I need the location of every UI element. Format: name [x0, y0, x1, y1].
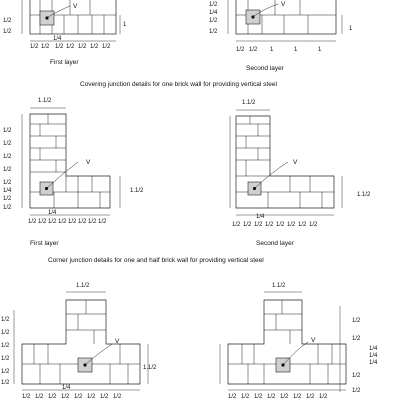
dim-label: 1/2	[3, 141, 12, 147]
dim-label: 1/2	[3, 167, 12, 173]
dim-label: 1/2	[1, 356, 10, 362]
t-junction-left-diagram	[1, 283, 157, 400]
dim-label: 1/2	[66, 44, 75, 50]
dim-label: 1/2	[276, 222, 285, 228]
dim-label: 1/2	[1, 317, 10, 323]
dim-label: 1/2	[209, 29, 218, 35]
dim-label: 1/2	[254, 394, 263, 400]
dim-label: 1/2	[48, 219, 57, 225]
dim-label: 1.1/2	[242, 100, 256, 106]
dim-label: 1/2	[100, 394, 109, 400]
dim-label: 1/2	[58, 219, 67, 225]
dim-label: 1.1/2	[76, 283, 90, 289]
covering-first-layer-diagram	[3, 0, 127, 66]
dim-label: 1/2	[352, 388, 361, 394]
dim-label: 1/2	[28, 219, 37, 225]
dim-label: 1/4	[369, 353, 378, 359]
dim-label: 1/2	[3, 128, 12, 134]
dim-label: 1/2	[209, 2, 218, 8]
dim-label: 1/2	[265, 222, 274, 228]
dim-label: 1/2	[209, 18, 218, 24]
dim-label: 1/2	[309, 222, 318, 228]
dim-label: 1/2	[78, 219, 87, 225]
layer-label: Second layer	[256, 240, 294, 247]
dim-label: 1/2	[352, 318, 361, 324]
dim-label: 1/2	[306, 394, 315, 400]
bar-label: V	[73, 3, 78, 10]
dim-label: 1/2	[3, 205, 12, 211]
dim-label: 1/2	[90, 44, 99, 50]
dim-label: 1/2	[3, 18, 12, 24]
dim-label: 1/2	[3, 29, 12, 35]
dim-label: 1.1/2	[143, 365, 157, 371]
dim-label: 1	[270, 47, 274, 53]
dim-label: 1/2	[232, 222, 241, 228]
section-caption: Corner junction details for one and half brick wall for providing vertical steel	[48, 257, 264, 264]
dim-label: 1/2	[113, 394, 122, 400]
dim-label: 1/2	[319, 394, 328, 400]
dim-label: 1.1/2	[357, 192, 371, 198]
dim-label: 1/2	[254, 222, 263, 228]
dim-label: 1/4	[369, 360, 378, 366]
dim-label: 1/2	[236, 47, 245, 53]
layer-label: First layer	[50, 59, 79, 66]
dim-label: 1/2	[1, 380, 10, 386]
dim-label: 1/4	[369, 346, 378, 352]
dim-label: 1/2	[68, 219, 77, 225]
dim-label: 1/4	[209, 10, 218, 16]
dim-label: 1/2	[287, 222, 296, 228]
dim-label: 1	[123, 22, 127, 28]
dim-label: 1/2	[3, 180, 12, 186]
dim-label: 1/2	[3, 196, 12, 202]
dim-label: 1/2	[1, 369, 10, 375]
dim-label: 1/2	[298, 222, 307, 228]
dim-label: 1/2	[1, 330, 10, 336]
bar-label: V	[115, 338, 120, 345]
dim-label: 1/2	[35, 394, 44, 400]
dim-label: 1/2	[352, 373, 361, 379]
dim-label: 1/4	[3, 188, 12, 194]
layer-label: First layer	[30, 240, 59, 247]
dim-label: 1/2	[88, 219, 97, 225]
bar-label: V	[311, 337, 316, 344]
dim-label: 1/2	[241, 394, 250, 400]
dim-label: 1/2	[48, 394, 57, 400]
dim-label: 1/2	[98, 219, 107, 225]
dim-label: 1.1/2	[38, 98, 52, 104]
dim-label: 1/4	[256, 214, 265, 220]
dim-label: 1/2	[38, 219, 47, 225]
dim-label: 1/2	[352, 336, 361, 342]
dim-label: 1.1/2	[130, 188, 144, 194]
t-junction-right-diagram	[220, 283, 378, 400]
layer-label: Second layer	[246, 65, 284, 72]
dim-label: 1/2	[22, 394, 31, 400]
bar-label: V	[86, 159, 91, 166]
section-caption: Covering junction details for one brick wall for providing vertical steel	[80, 81, 277, 88]
bar-label: V	[281, 1, 286, 8]
dim-label: 1.1/2	[272, 283, 286, 289]
dim-label: 1/2	[249, 47, 258, 53]
dim-label: 1/2	[74, 394, 83, 400]
dim-label: 1/2	[30, 44, 39, 50]
corner-second-layer-diagram	[230, 100, 371, 247]
dim-label: 1	[294, 47, 298, 53]
dim-label: 1/4	[62, 385, 71, 391]
dim-label: 1/2	[3, 154, 12, 160]
bar-label: V	[293, 159, 298, 166]
dim-label: 1/2	[293, 394, 302, 400]
dim-label: 1/2	[102, 44, 111, 50]
dim-label: 1/2	[78, 44, 87, 50]
dim-label: 1/2	[55, 44, 64, 50]
dim-label: 1/2	[228, 394, 237, 400]
corner-first-layer-diagram	[3, 98, 144, 247]
dim-label: 1	[349, 26, 353, 32]
covering-second-layer-diagram	[209, 0, 353, 72]
dim-label: 1/2	[41, 44, 50, 50]
dim-label: 1/2	[1, 343, 10, 349]
dim-label: 1/2	[243, 222, 252, 228]
dim-label: 1/2	[267, 394, 276, 400]
dim-label: 1/2	[61, 394, 70, 400]
dim-label: 1	[318, 47, 322, 53]
dim-label: 1/2	[280, 394, 289, 400]
dim-label: 1/4	[53, 36, 62, 42]
dim-label: 1/2	[87, 394, 96, 400]
dim-label: 1/4	[48, 210, 57, 216]
